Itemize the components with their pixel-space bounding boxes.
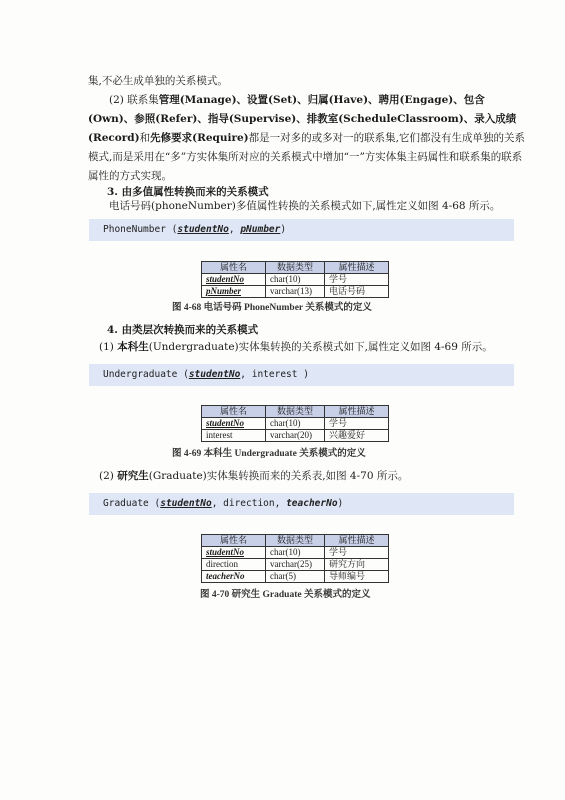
table-row: studentNo char(10) 学号 (202, 274, 389, 286)
schema-graduate: Graduate (studentNo, direction, teacherNo) (89, 493, 514, 515)
primary-key: studentNo (160, 498, 212, 509)
schema-phonenumber: PhoneNumber (studentNo, pNumber) (89, 219, 514, 241)
table-row: interest varchar(20) 兴趣爱好 (202, 430, 389, 442)
paragraph-relationship-sets: (2) 联系集管理(Manage)、设置(Set)、归属(Have)、聘用(Engage)、包含(Own)、参照(Refer)、指导(Supervise)、排教室(ScheduleClassroom)、录入成绩(Record)和先修要求(Require)都是一对多的或多对一的联系集,它们都没有生成单独的关系模式,而是采用在“多”方实体集所对应的关系模式中增加“一”方实体集主码属性和联系集的联系属性的方式实现。 (88, 94, 525, 182)
section3-intro: 电话号码(phoneNumber)多值属性转换的关系模式如下,属性定义如图 4-68 所示。 (109, 200, 501, 212)
foreign-key: teacherNo (286, 498, 338, 509)
section4-intro-graduate: (2) 研究生(Graduate)实体集转换而来的关系表,如图 4-70 所示。 (99, 470, 409, 482)
table-header-row: 属性名 数据类型 属性描述 (202, 535, 389, 547)
table-row: teacherNo char(5) 导师编号 (202, 571, 389, 583)
prereq-term: 先修要求(Require) (150, 132, 249, 144)
table-header-row: 属性名 数据类型 属性描述 (202, 262, 389, 274)
primary-key: pNumber (240, 224, 281, 235)
section3-heading: 3. 由多值属性转换而来的关系模式 (107, 186, 269, 198)
attribute-table-4-70 (201, 534, 389, 583)
figure-caption-4-70: 图 4-70 研究生 Graduate 关系模式的定义 (200, 590, 371, 600)
figure-caption-4-68: 图 4-68 电话号码 PhoneNumber 关系模式的定义 (172, 303, 372, 313)
table-row: studentNo char(10) 学号 (202, 547, 389, 559)
table-row: direction varchar(25) 研究方向 (202, 559, 389, 571)
section4-intro-undergraduate: (1) 本科生(Undergraduate)实体集转换的关系模式如下,属性定义如图 4-69 所示。 (99, 341, 493, 353)
table-row: studentNo char(10) 学号 (202, 418, 389, 430)
primary-key: studentNo (177, 224, 229, 235)
relationship-list: 管理(Manage)、设置(Set)、归属(Have)、聘用(Engage)、包含(Own)、参照(Refer)、指导(Supervise)、排教室(ScheduleClassroom)、录入成绩(Record) (88, 94, 517, 144)
table-row: pNumber varchar(13) 电话号码 (202, 286, 389, 298)
figure-caption-4-69: 图 4-69 本科生 Undergraduate 关系模式的定义 (172, 449, 366, 459)
paragraph-continuation: 集,不必生成单独的关系模式。 (88, 75, 228, 87)
section4-heading: 4. 由类层次转换而来的关系模式 (107, 324, 259, 336)
attribute-table-4-69 (201, 405, 389, 442)
attribute-table-4-68 (201, 261, 389, 298)
schema-undergraduate: Undergraduate (studentNo, interest ) (89, 364, 514, 386)
primary-key: studentNo (188, 369, 241, 380)
table-header-row: 属性名 数据类型 属性描述 (202, 406, 389, 418)
